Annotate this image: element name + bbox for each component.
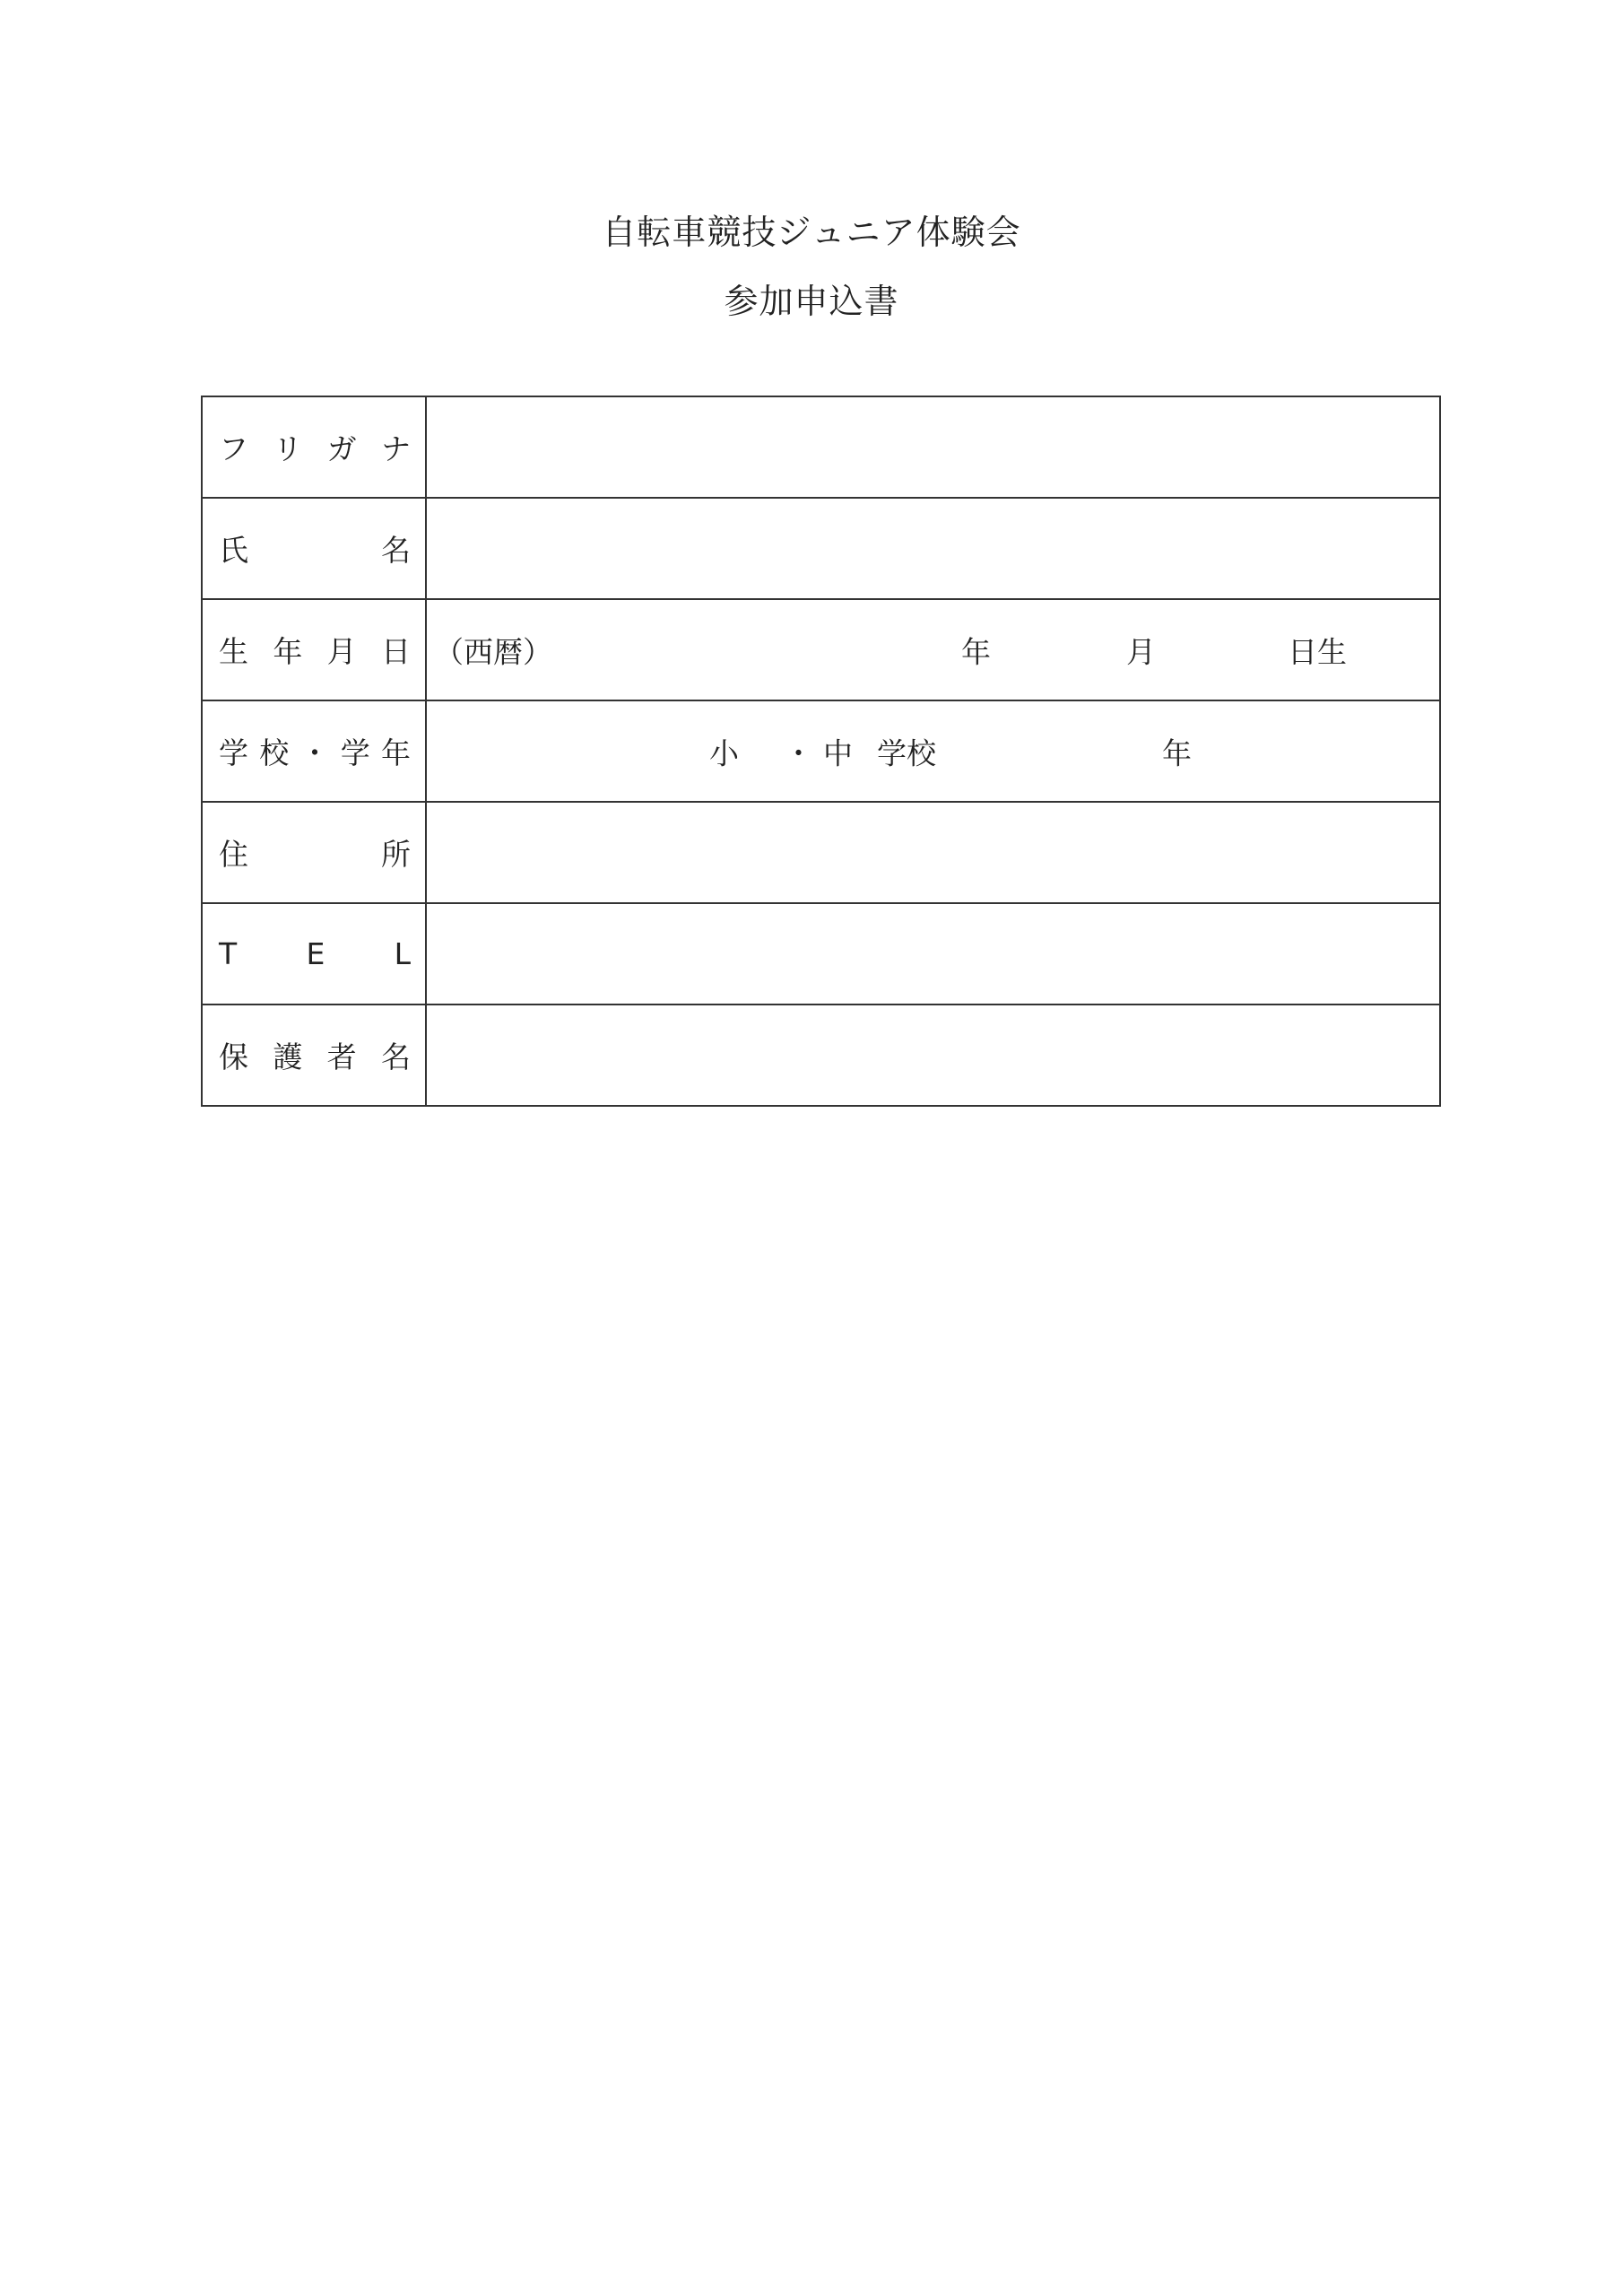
- form-row-furigana: [202, 396, 1440, 498]
- label-char: 保: [219, 1039, 248, 1074]
- label-char: 学: [219, 735, 248, 770]
- form-row-tel: [202, 903, 1440, 1004]
- furigana-field[interactable]: [426, 396, 1440, 498]
- form-row-school-grade: [202, 700, 1440, 802]
- guardian-name-field[interactable]: [426, 1004, 1440, 1106]
- form-row-address: [202, 802, 1440, 903]
- label-char: 生: [219, 634, 248, 669]
- name-field[interactable]: [426, 498, 1440, 599]
- label-guardian-name: [202, 1004, 426, 1106]
- label-char: T: [219, 936, 238, 971]
- month-unit: 月: [1126, 634, 1156, 669]
- elementary-option: 小: [709, 735, 739, 770]
- tel-field[interactable]: [426, 903, 1440, 1004]
- form-row-name: [202, 498, 1440, 599]
- label-char: L: [394, 936, 411, 971]
- document-subtitle: 参加申込書: [724, 282, 899, 321]
- label-char: 年: [273, 634, 303, 669]
- label-char: 年: [381, 735, 411, 770]
- day-unit: 日生: [1288, 634, 1347, 669]
- label-char: 月: [326, 634, 357, 669]
- label-char: フ: [219, 431, 248, 466]
- label-char: 住: [219, 837, 248, 872]
- label-char: 名: [380, 1039, 411, 1074]
- label-char: 護: [273, 1039, 303, 1074]
- document-title: 自転車競技ジュニア体験会: [602, 213, 1021, 252]
- label-char: ナ: [380, 431, 411, 466]
- birthdate-field[interactable]: [426, 599, 1440, 700]
- label-char: 名: [381, 533, 411, 568]
- year-unit: 年: [961, 634, 991, 669]
- address-field[interactable]: [426, 802, 1440, 903]
- school-suffix: 学校: [877, 735, 936, 770]
- form-row-birthdate: [202, 599, 1440, 700]
- label-name: [202, 498, 426, 599]
- grade-unit: 年: [1162, 735, 1192, 770]
- label-char: 所: [381, 837, 411, 872]
- school-grade-field[interactable]: [426, 700, 1440, 802]
- label-char: ガ: [326, 431, 357, 466]
- middle-option: 中: [823, 735, 853, 770]
- label-birthdate: [202, 599, 426, 700]
- label-address: [202, 802, 426, 903]
- label-char: 者: [326, 1039, 357, 1074]
- form-row-guardian: [202, 1004, 1440, 1106]
- label-furigana: [202, 396, 426, 498]
- label-char: ・: [299, 735, 330, 770]
- label-char: 氏: [219, 533, 248, 568]
- label-char: 校: [259, 735, 290, 770]
- label-school-grade: [202, 700, 426, 802]
- label-char: 学: [340, 735, 370, 770]
- label-tel: [202, 903, 426, 1004]
- era-label: （西暦）: [434, 634, 552, 669]
- label-char: 日: [380, 634, 411, 669]
- label-char: E: [306, 936, 325, 971]
- label-char: リ: [273, 431, 303, 466]
- separator-dot: ・: [784, 735, 813, 770]
- application-form-table: [201, 396, 1441, 1107]
